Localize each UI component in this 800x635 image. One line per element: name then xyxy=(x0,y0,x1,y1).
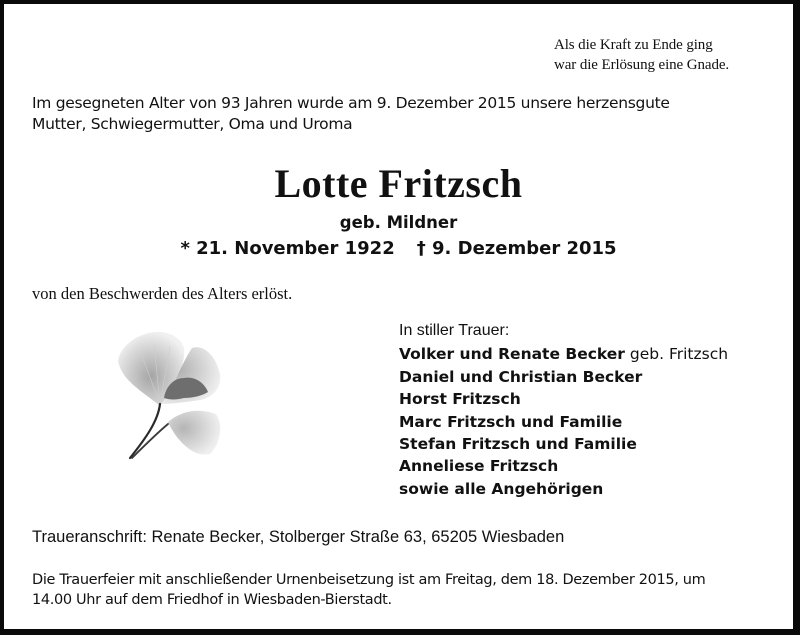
mourner-name: Stefan Fritzsch und Familie xyxy=(399,435,637,454)
obituary-notice xyxy=(4,4,793,629)
intro-text xyxy=(32,93,670,135)
birth-date: * 21. November 1922 xyxy=(180,238,395,259)
mourner-row xyxy=(399,366,728,388)
mourner-name: Volker und Renate Becker xyxy=(399,345,625,364)
life-dates xyxy=(4,236,793,262)
maiden-name: geb. Mildner xyxy=(339,213,458,232)
motto-line-2: war die Erlösung eine Gnade. xyxy=(554,57,730,73)
deceased-name: Lotte Fritzsch xyxy=(274,161,523,206)
service-line-2: 14.00 Uhr auf dem Friedhof in Wiesbaden-Bierstadt. xyxy=(32,592,392,608)
mourner-name: Marc Fritzsch und Familie xyxy=(399,412,623,431)
mourners-heading: In stiller Trauer: xyxy=(399,322,510,339)
intro-line-1: Im gesegneten Alter von 93 Jahren wurde am 9. Dezember 2015 unsere herzensgute xyxy=(32,94,670,112)
mourner-suffix: geb. Fritzsch xyxy=(624,345,729,364)
intro-line-2: Mutter, Schwiegermutter, Oma und Uroma xyxy=(32,115,353,133)
mourner-row xyxy=(399,411,728,433)
service-line-1: Die Trauerfeier mit anschließender Urnenbeisetzung ist am Freitag, dem 18. Dezember 2015, um xyxy=(32,572,706,588)
mourner-name: Anneliese Fritzsch xyxy=(399,457,559,476)
released-text: von den Beschwerden des Alters erlöst. xyxy=(32,284,293,303)
death-date: † 9. Dezember 2015 xyxy=(416,238,617,259)
mourner-row xyxy=(399,433,728,455)
motto-line-1: Als die Kraft zu Ende ging xyxy=(554,37,713,53)
mourner-name: Daniel und Christian Becker xyxy=(399,367,643,386)
mourner-row xyxy=(399,343,728,365)
mourner-row xyxy=(399,478,728,500)
funeral-service-info xyxy=(32,570,705,610)
ginkgo-leaf-icon xyxy=(112,326,227,466)
mourner-row xyxy=(399,388,728,410)
mourning-address: Traueranschrift: Renate Becker, Stolberger Straße 63, 65205 Wiesbaden xyxy=(32,528,565,546)
mourner-name: sowie alle Angehörigen xyxy=(399,479,604,498)
motto-quote xyxy=(554,35,729,75)
mourners-list xyxy=(399,320,728,500)
mourner-name: Horst Fritzsch xyxy=(399,390,521,409)
mourner-row xyxy=(399,455,728,477)
